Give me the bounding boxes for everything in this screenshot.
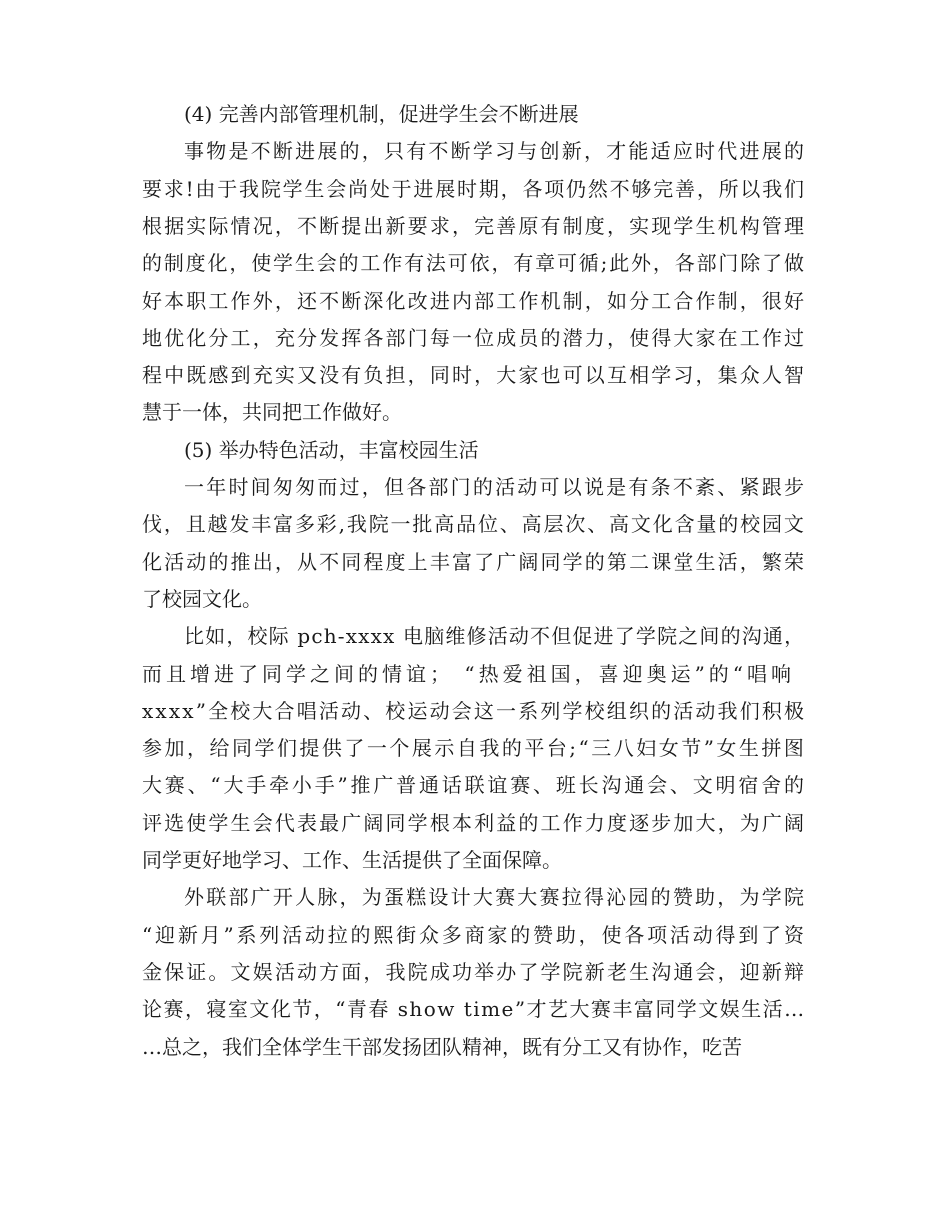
text-line: 参加，给同学们提供了一个展示自我的平台;“三八妇女节”女生拼图 — [142, 736, 807, 761]
text-line: 而且增进了同学之间的情谊； “热爱祖国，喜迎奥运”的“唱响 — [142, 661, 796, 686]
text-line: 大赛、“大手牵小手”推广普通话联谊赛、班长沟通会、文明宿舍的 — [142, 773, 807, 798]
text-line: 化活动的推出，从不同程度上丰富了广阔同学的第二课堂生活，繁荣 — [142, 549, 807, 574]
text-line: 要求!由于我院学生会尚处于进展时期，各项仍然不够完善，所以我们 — [142, 176, 806, 201]
text-line: 同学更好地学习、工作、生活提供了全面保障。 — [142, 848, 562, 872]
text-line: 慧于一体，共同把工作做好。 — [142, 400, 402, 425]
heading-line: (4) 完善内部管理机制，促进学生会不断进展 — [184, 102, 579, 126]
text-line: 的制度化，使学生会的工作有法可依，有章可循;此外，各部门除了做 — [142, 251, 806, 276]
text-line: 程中既感到充实又没有负担，同时，大家也可以互相学习，集众人智 — [142, 363, 807, 388]
text-line: 地优化分工，充分发挥各部门每一位成员的潜力，使得大家在工作过 — [142, 325, 807, 350]
text-line: 根据实际情况，不断提出新要求，完善原有制度，实现学生机构管理 — [142, 213, 807, 238]
text-line: 伐，且越发丰富多彩,我院一批高品位、高层次、高文化含量的校园文 — [142, 512, 806, 537]
text-line: 论赛，寝室文化节，“青春 show time”才艺大赛丰富同学文娱生活… — [142, 997, 806, 1022]
text-line: …总之，我们全体学生干部发扬团队精神，既有分工又有协作，吃苦 — [142, 1034, 742, 1059]
text-line: 好本职工作外，还不断深化改进内部工作机制，如分工合作制，很好 — [142, 288, 807, 313]
text-line: 外联部广开人脉，为蛋糕设计大赛大赛拉得沁园的赞助，为学院 — [184, 885, 807, 910]
text-line: 一年时间匆匆而过，但各部门的活动可以说是有条不紊、紧跟步 — [184, 475, 807, 499]
text-line: 评选使学生会代表最广阔同学根本利益的工作力度逐步加大，为广阔 — [142, 810, 807, 835]
text-line: xxxx”全校大合唱活动、校运动会这一系列学校组织的活动我们积极 — [142, 698, 807, 723]
text-line: “迎新月”系列活动拉的熙街众多商家的赞助，使各项活动得到了资 — [142, 922, 807, 947]
text-line: 金保证。文娱活动方面，我院成功举办了学院新老生沟通会，迎新辩 — [142, 959, 807, 984]
text-line: 比如，校际 pch-xxxx 电脑维修活动不但促进了学院之间的沟通， — [184, 624, 806, 649]
text-line: 了校园文化。 — [142, 586, 262, 611]
heading-line: (5) 举办特色活动，丰富校园生活 — [184, 437, 479, 462]
text-line: 事物是不断进展的，只有不断学习与创新，才能适应时代进展的 — [184, 139, 807, 164]
